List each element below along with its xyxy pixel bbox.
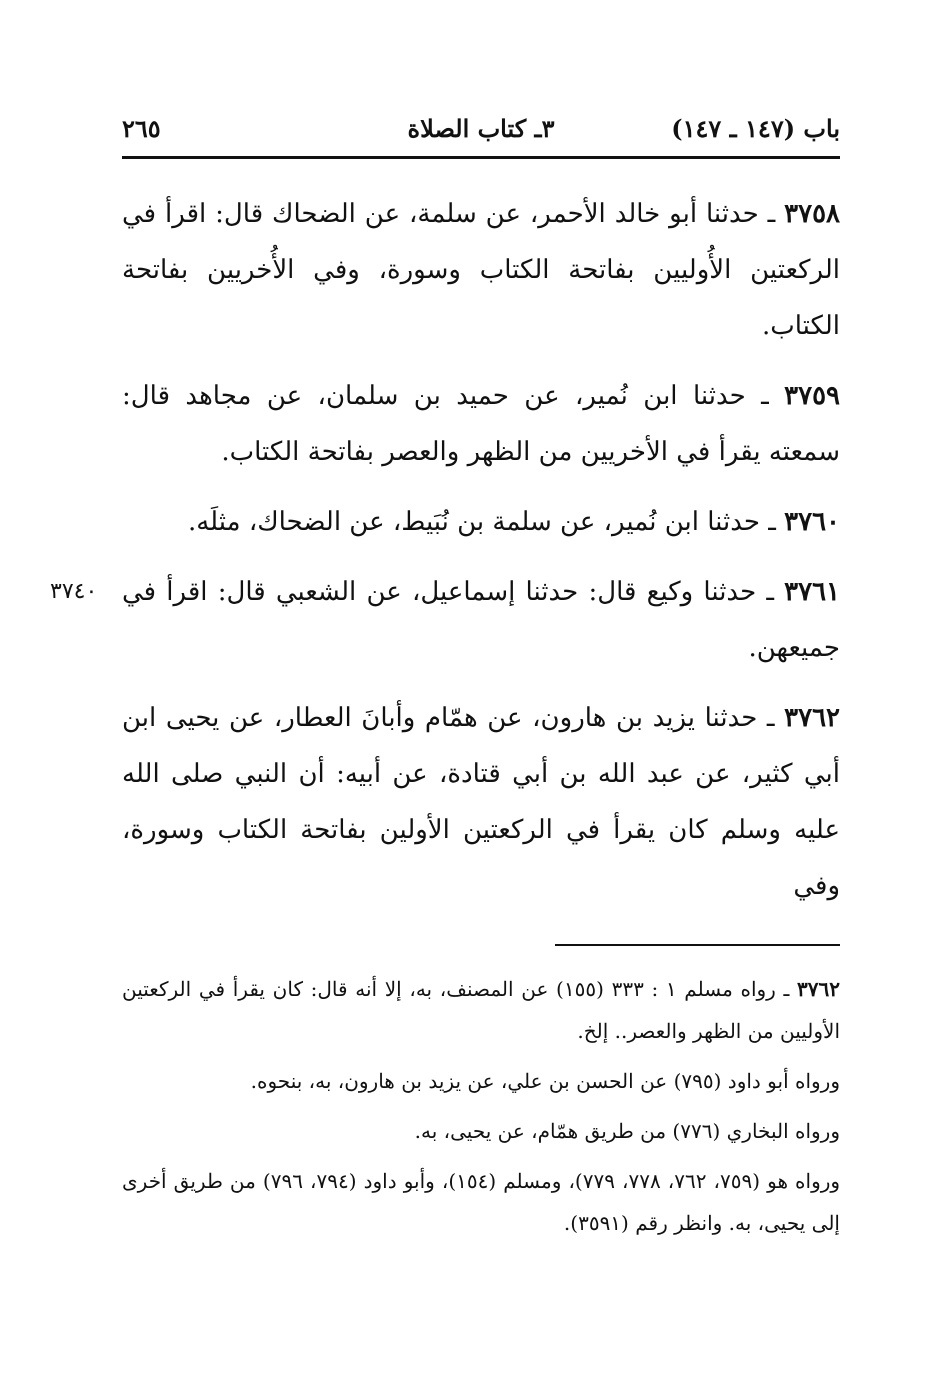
hadith-number: ٣٧٥٩	[784, 381, 840, 411]
footnotes	[122, 968, 840, 1252]
footnote-text: ورواه أبو داود (٧٩٥) عن الحسن بن علي، عن يزيد بن هارون، به، بنحوه.	[250, 1069, 840, 1093]
margin-number: ٣٧٤٠	[50, 579, 98, 604]
hadith-number: ٣٧٦٢	[784, 703, 841, 733]
footnote-text: ـ رواه مسلم ١ : ٣٣٣ (١٥٥) عن المصنف، به، إلا أنه قال: كان يقرأ في الركعتين الأوليين من الظهر والعصر.. إلخ.	[122, 977, 840, 1043]
hadith-text: ـ حدثنا وكيع قال: حدثنا إسماعيل، عن الشعبي قال: اقرأ في جميعهن.	[122, 577, 840, 663]
footnote-number: ٣٧٦٢	[797, 977, 840, 1001]
page-number: ٢٦٥	[122, 114, 161, 143]
book-title: ٣ـ كتاب الصلاة	[407, 114, 555, 143]
hadith-number: ٣٧٦١	[784, 577, 840, 607]
footnote	[122, 968, 840, 1052]
footnote-rule	[555, 944, 840, 946]
footnote-text: ورواه هو (٧٥٩، ٧٦٢، ٧٧٨، ٧٧٩)، ومسلم (١٥٤)، وأبو داود (٧٩٤، ٧٩٦) من طريق أخرى إلى يحيى، به. وانظر رقم (٣٥٩١).	[122, 1169, 841, 1235]
hadith-text: ـ حدثنا يزيد بن هارون، عن همّام وأبانَ العطار، عن يحيى ابن أبي كثير، عن عبد الله بن أبي قتادة، عن أبيه: أن النبي صلى الله عليه وسلم كان يقرأ في الركعتين الأولين بفاتحة الكتاب وسورة، وفي	[122, 703, 840, 901]
hadith-3759	[122, 368, 840, 480]
hadith-3761	[50, 564, 840, 676]
hadith-3762	[122, 690, 840, 914]
hadith-number: ٣٧٦٠	[784, 507, 840, 537]
footnote-text: ورواه البخاري (٧٧٦) من طريق همّام، عن يحيى، به.	[414, 1119, 840, 1143]
chapter-title: باب (١٤٧ ـ ١٤٧)	[671, 114, 840, 143]
footnote	[122, 1110, 840, 1152]
footnote	[122, 1060, 840, 1102]
header-rule	[122, 156, 840, 159]
hadith-3758	[122, 186, 840, 354]
hadith-text: ـ حدثنا أبو خالد الأحمر، عن سلمة، عن الضحاك قال: اقرأ في الركعتين الأُوليين بفاتحة الكتاب وسورة، وفي الأُخريين بفاتحة الكتاب.	[122, 199, 840, 341]
footnote	[122, 1160, 840, 1244]
hadith-text: ـ حدثنا ابن نُمير، عن حميد بن سلمان، عن مجاهد قال: سمعته يقرأ في الأخريين من الظهر والعصر بفاتحة الكتاب.	[122, 381, 840, 467]
hadith-3760	[122, 494, 840, 550]
page-header	[122, 108, 840, 148]
hadith-number: ٣٧٥٨	[784, 199, 841, 229]
main-text	[50, 186, 841, 928]
hadith-text: ـ حدثنا ابن نُمير، عن سلمة بن نُبَيط، عن الضحاك، مثلَه.	[187, 507, 776, 537]
